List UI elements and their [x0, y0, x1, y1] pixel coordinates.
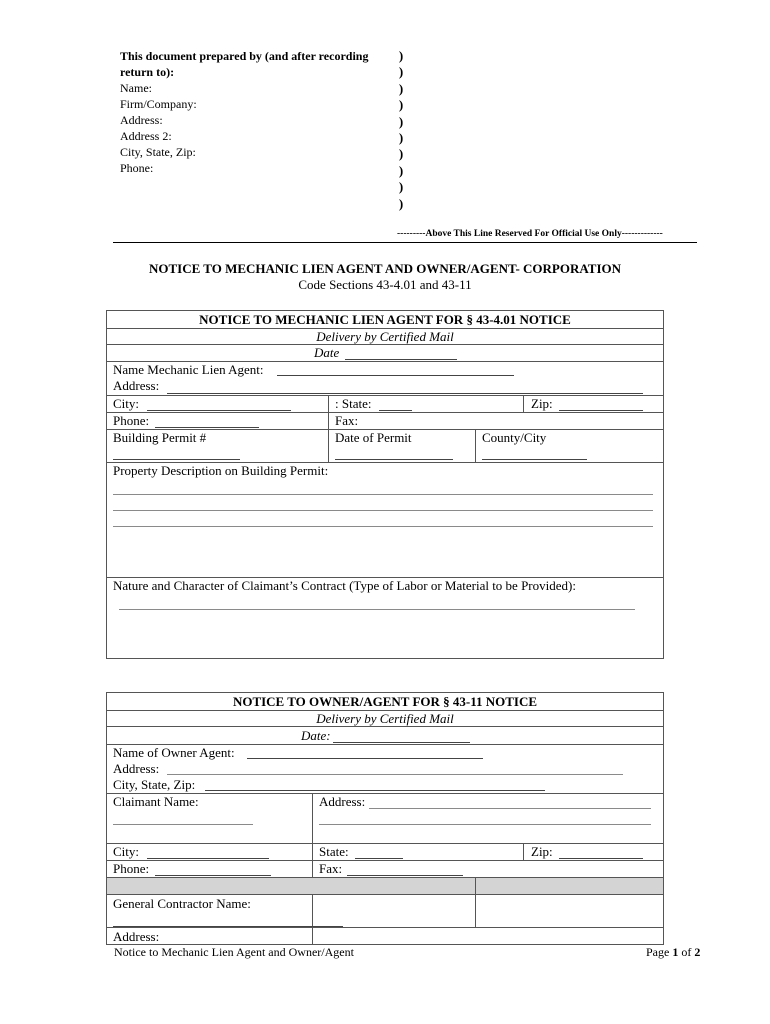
- prepared-by-line1: This document prepared by (and after recording: [120, 49, 369, 63]
- agent-address-label: Address:: [113, 378, 160, 393]
- page-number: [646, 945, 700, 960]
- claimant-city-label: City:: [113, 844, 140, 859]
- section2-delivery: Delivery by Certified Mail: [316, 711, 454, 726]
- date-of-permit-label: Date of Permit: [335, 430, 412, 445]
- property-description-line[interactable]: [113, 494, 653, 495]
- paren: ): [398, 146, 404, 161]
- agent-address-line[interactable]: [167, 393, 643, 394]
- col-divider: [328, 412, 329, 429]
- row-divider: [107, 894, 663, 895]
- claimant-fax-line[interactable]: [347, 875, 463, 876]
- col-divider: [328, 395, 329, 412]
- col-divider: [475, 429, 476, 462]
- claimant-address-label: Address:: [319, 794, 366, 809]
- building-permit-line[interactable]: [113, 459, 240, 460]
- header-address2-label: Address 2:: [120, 129, 172, 143]
- reserved-divider: [113, 242, 697, 243]
- owner-agent-name-label: Name of Owner Agent:: [113, 745, 235, 760]
- agent-fax-label: Fax:: [335, 413, 359, 428]
- owner-address-label: Address:: [113, 761, 160, 776]
- footer-title: Notice to Mechanic Lien Agent and Owner/Agent: [114, 945, 354, 959]
- agent-zip-line[interactable]: [559, 410, 643, 411]
- claimant-state-label: State:: [319, 844, 349, 859]
- claimant-address-line[interactable]: [319, 824, 651, 825]
- mechanic-lien-agent-section: [106, 310, 664, 659]
- claimant-fax-label: Fax:: [319, 861, 343, 876]
- header-name-label: Name:: [120, 81, 152, 95]
- section2-heading: NOTICE TO OWNER/AGENT FOR § 43-11 NOTICE: [232, 694, 538, 709]
- claimant-address-line[interactable]: [369, 808, 651, 809]
- paren: ): [398, 196, 404, 211]
- owner-city-state-zip-line[interactable]: [205, 790, 545, 791]
- paren: ): [398, 81, 404, 96]
- claimant-name-label: Claimant Name:: [113, 794, 199, 809]
- page-of: of: [681, 945, 692, 959]
- page-word: Page: [646, 945, 670, 959]
- prepared-by-line2: return to):: [120, 65, 175, 79]
- paren: ): [398, 48, 404, 63]
- county-city-line[interactable]: [482, 459, 587, 460]
- row-divider: [107, 726, 663, 727]
- paren: ): [398, 114, 404, 129]
- nature-character-label: Nature and Character of Claimant’s Contract (Type of Labor or Material to be Provided):: [113, 578, 576, 593]
- section1-date-label: Date: [314, 345, 340, 360]
- col-divider: [328, 429, 329, 462]
- header-address-label: Address:: [120, 113, 163, 127]
- claimant-phone-label: Phone:: [113, 861, 150, 876]
- agent-city-label: City:: [113, 396, 140, 411]
- agent-city-line[interactable]: [147, 410, 291, 411]
- claimant-phone-line[interactable]: [155, 875, 271, 876]
- claimant-zip-label: Zip:: [531, 844, 553, 859]
- agent-phone-line[interactable]: [155, 427, 259, 428]
- row-divider: [107, 412, 663, 413]
- agent-zip-label: Zip:: [531, 396, 553, 411]
- page-current: 1: [672, 945, 679, 959]
- claimant-name-line[interactable]: [113, 824, 253, 825]
- claimant-state-line[interactable]: [355, 858, 403, 859]
- code-sections: Code Sections 43-4.01 and 43-11: [298, 277, 472, 292]
- property-description-label: Property Description on Building Permit:: [113, 463, 329, 478]
- header-city-state-zip-label: City, State, Zip:: [120, 145, 196, 159]
- paren: ): [398, 97, 404, 112]
- row-divider: [107, 344, 663, 345]
- paren: ): [398, 179, 404, 194]
- county-city-label: County/City: [482, 430, 547, 445]
- name-lien-agent-label: Name Mechanic Lien Agent:: [113, 362, 264, 377]
- property-description-line[interactable]: [113, 526, 653, 527]
- claimant-zip-line[interactable]: [559, 858, 643, 859]
- shaded-row: [107, 878, 663, 894]
- owner-city-state-zip-label: City, State, Zip:: [113, 777, 196, 792]
- building-permit-label: Building Permit #: [113, 430, 207, 445]
- section1-heading: NOTICE TO MECHANIC LIEN AGENT FOR § 43-4.01 NOTICE: [199, 312, 571, 327]
- date-of-permit-line[interactable]: [335, 459, 453, 460]
- nature-character-line[interactable]: [119, 609, 635, 610]
- property-description-line[interactable]: [113, 510, 653, 511]
- row-divider: [107, 927, 663, 928]
- paren: ): [398, 64, 404, 79]
- agent-state-line[interactable]: [379, 410, 412, 411]
- page-title: NOTICE TO MECHANIC LIEN AGENT AND OWNER/AGENT- CORPORATION: [148, 261, 622, 276]
- paren: ): [398, 130, 404, 145]
- agent-state-label: : State:: [335, 396, 372, 411]
- owner-agent-section: [106, 692, 664, 945]
- row-divider: [107, 843, 663, 844]
- name-lien-agent-line[interactable]: [277, 375, 514, 376]
- col-divider: [312, 793, 313, 944]
- col-divider: [523, 843, 524, 860]
- owner-address-line[interactable]: [167, 774, 623, 775]
- reserved-line-text: ---------Above This Line Reserved For Official Use Only-------------: [397, 229, 663, 239]
- col-divider: [523, 395, 524, 412]
- page-total: 2: [694, 945, 701, 959]
- paren: ): [398, 163, 404, 178]
- section1-delivery: Delivery by Certified Mail: [316, 329, 454, 344]
- section2-date-label: Date:: [301, 728, 331, 743]
- gc-address-label: Address:: [113, 929, 160, 944]
- section1-date-line[interactable]: [345, 359, 457, 360]
- row-divider: [107, 395, 663, 396]
- row-divider: [107, 860, 663, 861]
- claimant-city-line[interactable]: [147, 858, 269, 859]
- agent-phone-label: Phone:: [113, 413, 150, 428]
- section2-date-line[interactable]: [333, 742, 470, 743]
- header-firm-label: Firm/Company:: [120, 97, 197, 111]
- owner-agent-name-line[interactable]: [247, 758, 483, 759]
- header-phone-label: Phone:: [120, 161, 154, 175]
- general-contractor-label: General Contractor Name:: [113, 896, 251, 911]
- col-divider: [475, 877, 476, 928]
